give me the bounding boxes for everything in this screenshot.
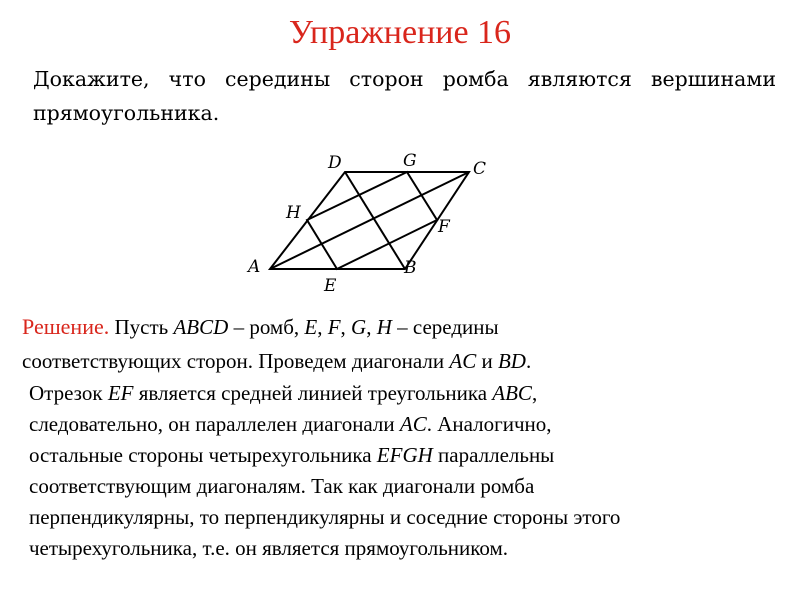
label-c: C	[473, 159, 487, 179]
proof-line-5: перпендикулярны, то перпендикулярны и соседние стороны этого	[29, 505, 621, 529]
exercise-title: Упражнение 16	[288, 14, 512, 51]
proof-line-4: соответствующим диагоналям. Так как диагонали ромба	[29, 474, 535, 498]
rhombus-figure	[240, 148, 510, 298]
proof-line-1: Отрезок EF является средней линией треугольника ABC,	[29, 381, 538, 405]
proof-text	[29, 378, 789, 564]
label-a: A	[248, 257, 261, 277]
label-f: F	[438, 217, 450, 237]
solution-heading: Решение.	[22, 314, 110, 339]
solution-intro	[22, 310, 782, 378]
label-h: H	[286, 203, 301, 223]
label-g: G	[403, 151, 417, 171]
proof-line-6: четырехугольника, т.е. он является прямоугольником.	[29, 536, 509, 560]
label-d: D	[328, 153, 342, 173]
quadrilateral-efgh	[307, 172, 437, 269]
proof-line-3: остальные стороны четырехугольника EFGH параллельны	[29, 443, 555, 467]
label-e: E	[324, 276, 337, 296]
task-line-1: Докажите, что середины сторон ромба являются	[33, 67, 632, 91]
proof-line-2: следовательно, он параллелен диагонали AC. Аналогично,	[29, 412, 552, 436]
solution-line-2: соответствующих сторон. Проведем диагонали AC и BD.	[22, 349, 532, 373]
task-statement	[33, 62, 776, 130]
label-b: B	[404, 258, 417, 278]
solution-line-1: Решение. Пусть ABCD – ромб, E, F, G, H – середины	[22, 314, 499, 339]
task-line-2: вершинами прямоугольника.	[33, 67, 776, 125]
